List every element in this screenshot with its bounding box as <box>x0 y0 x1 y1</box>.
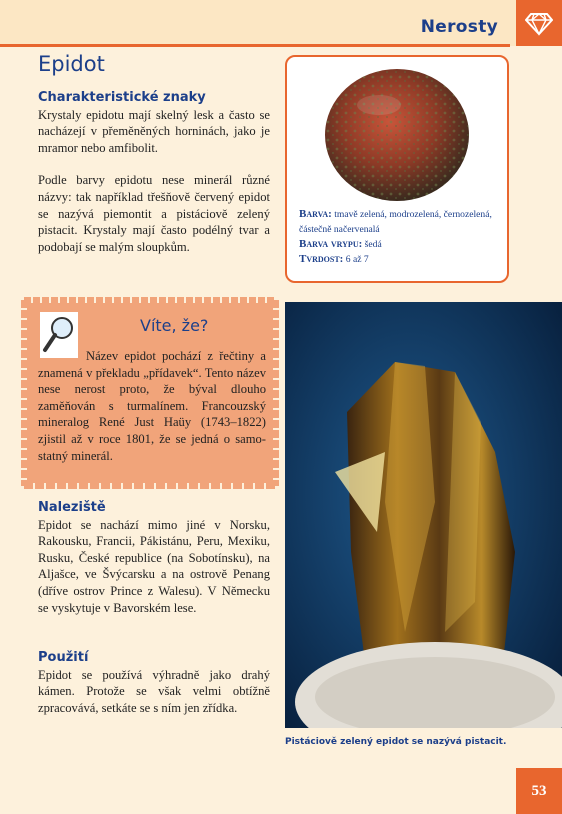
box-edge <box>24 483 276 489</box>
characteristics-heading: Charakteristické znaky <box>38 90 206 105</box>
hardness-value: 6 až 7 <box>345 254 369 265</box>
usage-text: Epidot se používá výhradně jako drahý kámen. Protože se však velmi obtížně zpracovává, setkáte se s ním jen zřídka. <box>38 667 270 715</box>
section-title: Nerosty <box>420 17 498 37</box>
usage-section <box>38 650 270 716</box>
usage-heading: Použití <box>38 650 89 665</box>
mineral-properties <box>299 207 503 267</box>
streak-label: Barva vrypu: <box>299 238 363 250</box>
photo-caption: Pistáciově zelený epidot se nazývá pistacit. <box>285 737 507 747</box>
color-value: tmavě zelená, modrozelená, černozelená, částečně načervenalá <box>299 209 492 235</box>
diamond-icon <box>525 9 553 37</box>
characteristics-paragraph-1: Krystaly epidotu mají skelný lesk a často se nacházejí v přeměněných horninách, jako je mramor nebo amfibolit. <box>38 107 270 155</box>
characteristics-paragraph-2: Podle barvy epidotu nese minerál různé názvy: tak například třešňově červený epidot se nazývá piemontit a pistáciově zelený pistacit. Krystaly mají často podélný tvar a podobají se malým sloupkům. <box>38 173 270 254</box>
page-number: 53 <box>516 768 562 814</box>
streak-value: šedá <box>364 239 382 250</box>
locations-text: Epidot se nachází mimo jiné v Norsku, Rakousku, Francii, Pákistánu, Peru, Mexiku, Rusku, České republice (na Sobotínsku), na Aljašce, ve Švýcarsku a na ostrově Penang (dříve ostrov Prince z Walesu). V Německu se vyskytuje v Bavorském lese. <box>38 517 270 615</box>
color-label: Barva: <box>299 208 332 220</box>
did-you-know-title: Víte, že? <box>140 316 209 335</box>
characteristics-section <box>38 90 270 255</box>
locations-heading: Naleziště <box>38 500 106 515</box>
section-icon-box <box>516 0 562 46</box>
header-rule <box>0 44 510 47</box>
box-edge <box>24 297 276 303</box>
mineral-card <box>285 55 509 283</box>
epidote-stone-image <box>317 65 477 205</box>
did-you-know-text: Název epidot pochází z řečtiny a znamená v překladu „přídavek“. Tento název nese nerost proto, že býval dlouho zaměňován s turmalínem. Francouzský mineralog René Just Haüy (1743–1822) zjistil až v roce 1801, že se jedná o samostatný minerál. <box>38 349 266 463</box>
hardness-label: Tvrdost: <box>299 253 344 265</box>
box-edge <box>273 300 279 486</box>
epidote-crystal-photo <box>285 302 562 728</box>
box-edge <box>21 300 27 486</box>
page-title: Epidot <box>38 52 105 76</box>
locations-section <box>38 500 270 616</box>
did-you-know-box <box>24 300 276 486</box>
